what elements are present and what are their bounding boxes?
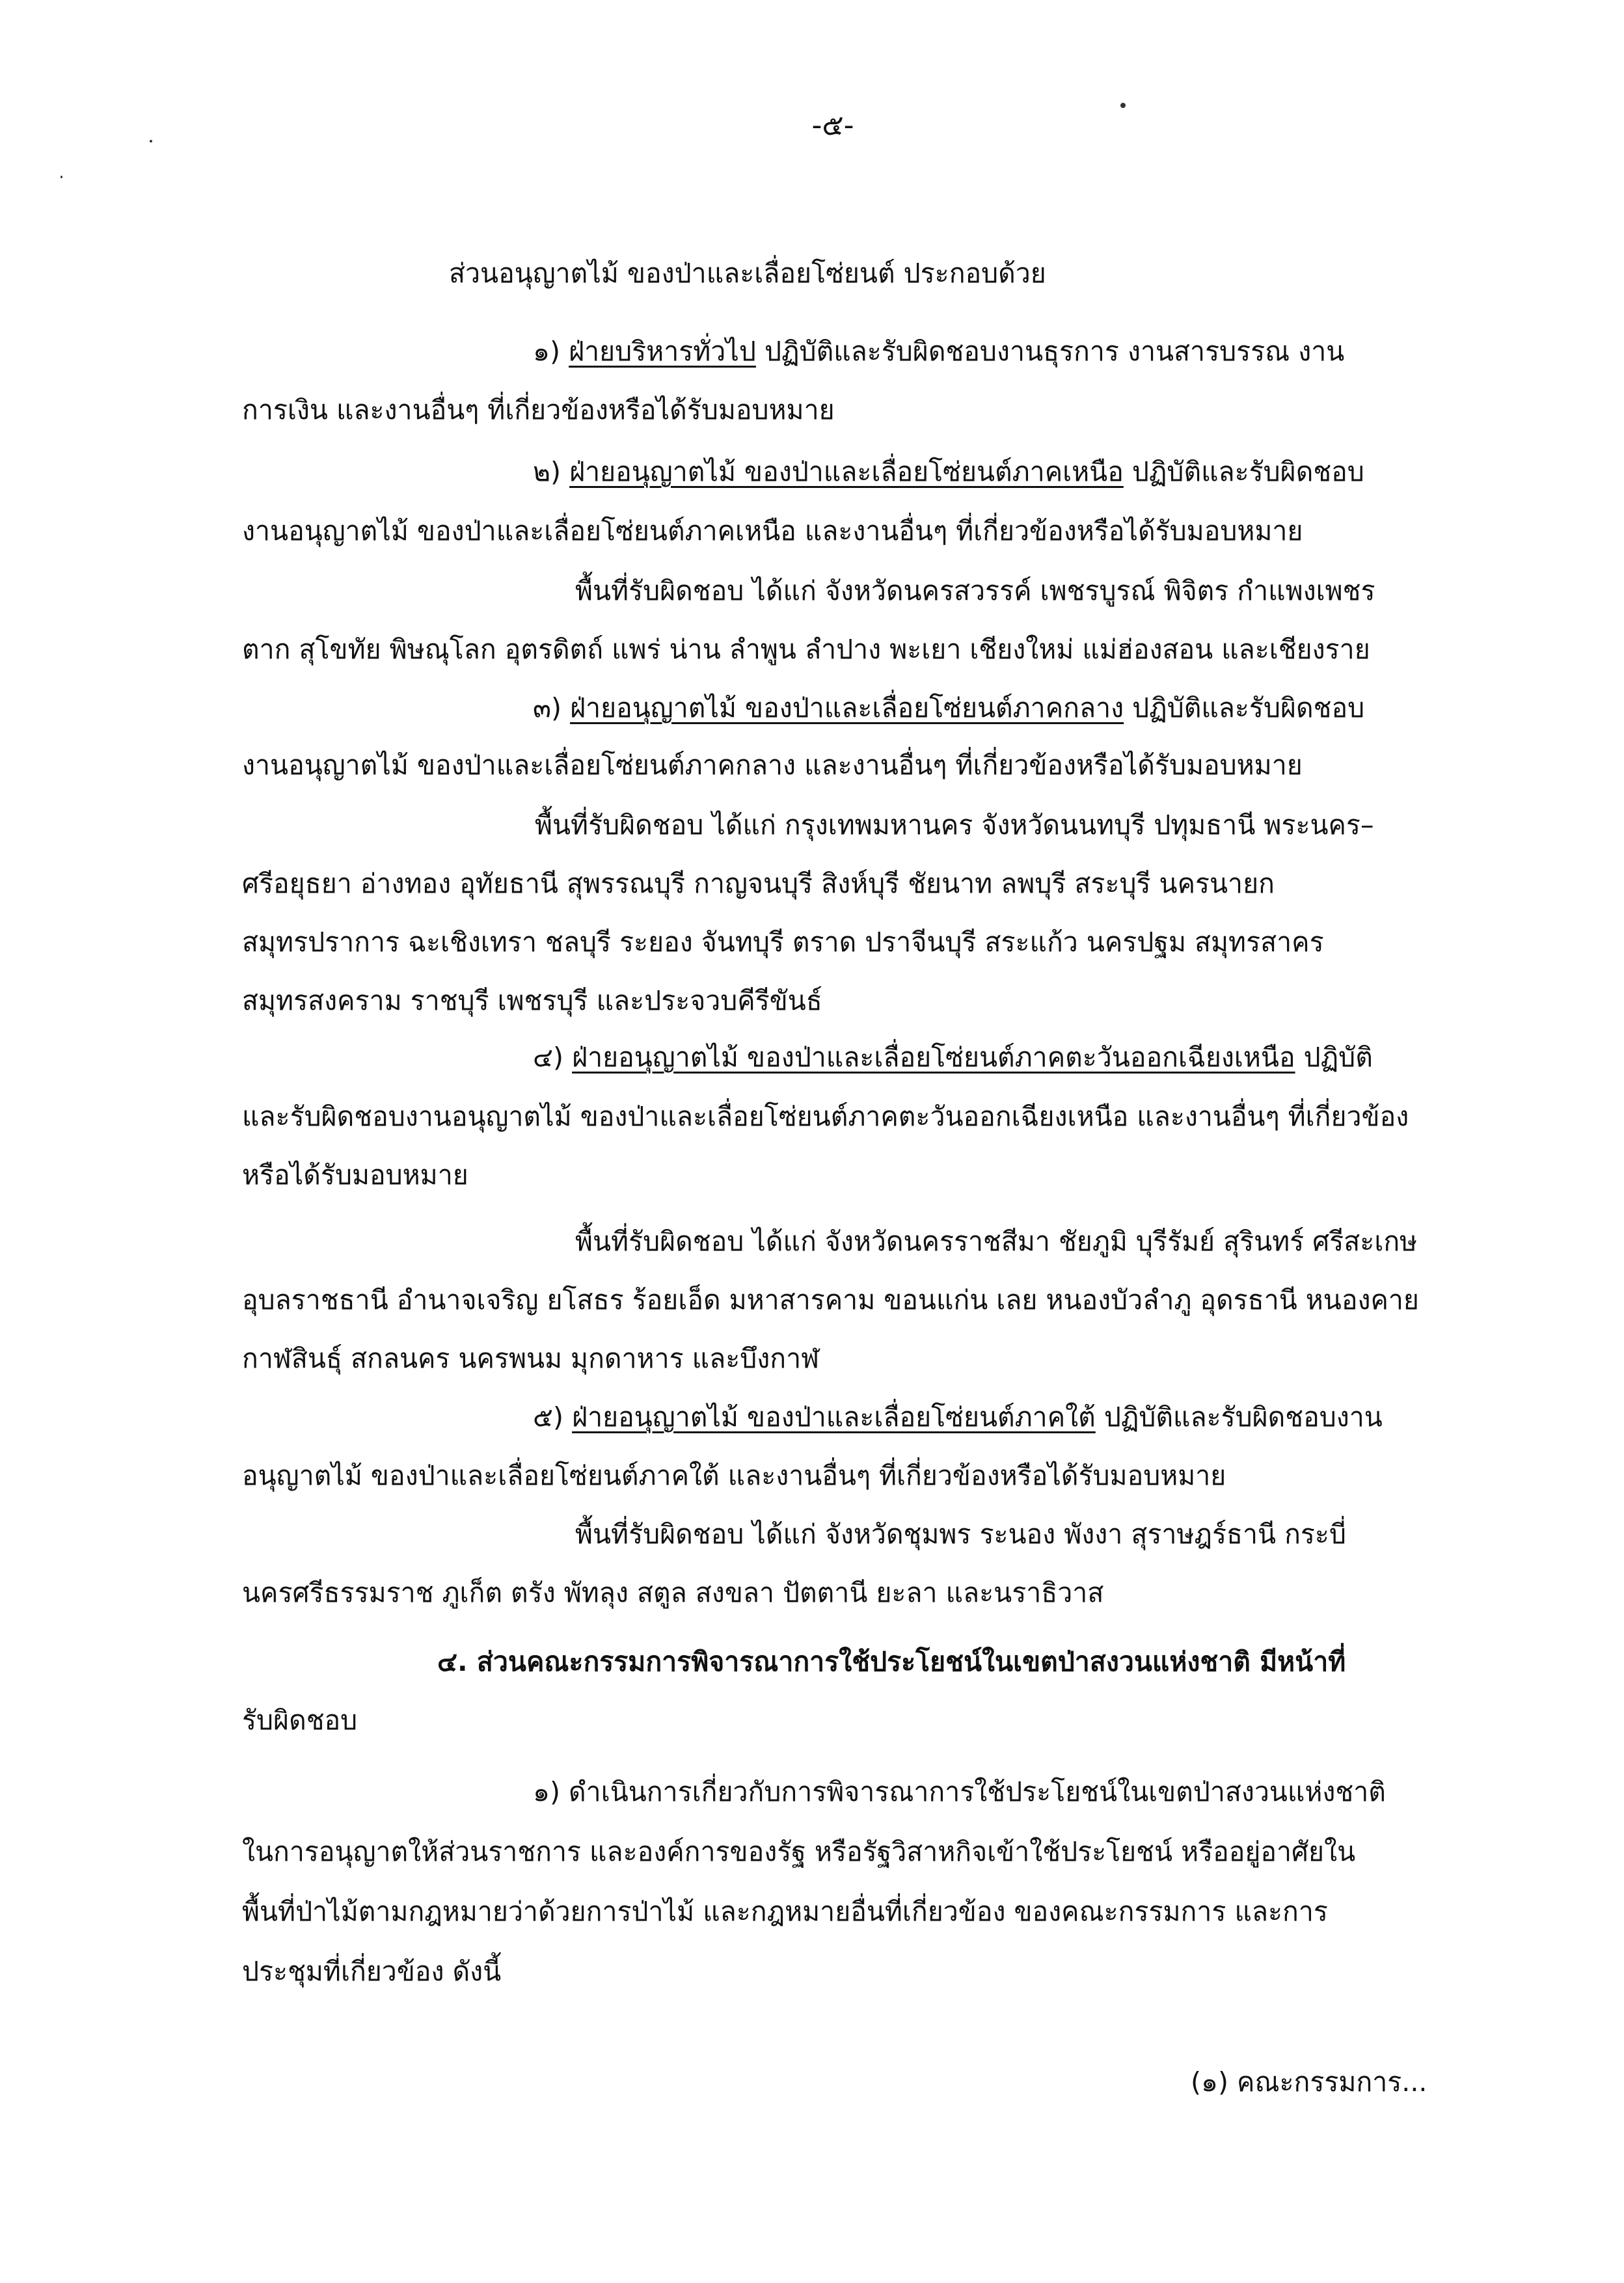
part-4-item-1-line-3: พื้นที่ป่าไม้ตามกฎหมายว่าด้วยการป่าไม้ และกฎหมายอื่นที่เกี่ยวข้อง ของคณะกรรมการ และการ: [242, 1896, 1328, 1927]
section-3-area-line-2: ศรีอยุธยา อ่างทอง อุทัยธานี สุพรรณบุรี กาญจนบุรี สิงห์บุรี ชัยนาท ลพบุรี สระบุรี นครนายก: [242, 868, 1275, 899]
part-4-heading-line-2: รับผิดชอบ: [242, 1705, 358, 1736]
section-3-text: ปฏิบัติและรับผิดชอบ: [1124, 692, 1365, 723]
section-3-area-line-4: สมุทรสงคราม ราชบุรี เพชรบุรี และประจวบคีรีขันธ์: [242, 985, 822, 1016]
page-number: -๕-: [811, 109, 854, 142]
section-5-area-line-1: พื้นที่รับผิดชอบ ได้แก่ จังหวัดชุมพร ระนอง พังงา สุราษฎร์ธานี กระบี่: [575, 1519, 1346, 1550]
section-1-text: ปฏิบัติและรับผิดชอบงานธุรการ งานสารบรรณ งาน: [755, 336, 1345, 367]
section-2-line-1: [533, 453, 1364, 490]
section-2-area-line-2: ตาก สุโขทัย พิษณุโลก อุตรดิตถ์ แพร่ น่าน ลำพูน ลำปาง พะเยา เชียงใหม่ แม่ฮ่องสอน และเชียงราย: [242, 634, 1370, 665]
section-4-area-line-3: กาฬสินธุ์ สกลนคร นครพนม มุกดาหาร และบึงกาฬ: [242, 1343, 820, 1374]
section-5-area-line-2: นครศรีธรรมราช ภูเก็ต ตรัง พัทลุง สตูล สงขลา ปัตตานี ยะลา และนราธิวาส: [242, 1577, 1104, 1608]
section-2-area-line-1: พื้นที่รับผิดชอบ ได้แก่ จังหวัดนครสวรรค์ เพชรบูรณ์ พิจิตร กำแพงเพชร: [575, 575, 1375, 606]
scan-speck: [150, 140, 152, 142]
section-3-area-line-1: พื้นที่รับผิดชอบ ได้แก่ กรุงเทพมหานคร จังหวัดนนทบุรี ปทุมธานี พระนคร–: [535, 809, 1374, 841]
section-4-line-3: หรือได้รับมอบหมาย: [242, 1159, 468, 1191]
section-1-title: ฝ่ายบริหารทั่วไป: [569, 336, 756, 367]
section-5-line-2: อนุญาตไม้ ของป่าและเลื่อยโซ่ยนต์ภาคใต้ และงานอื่นๆ ที่เกี่ยวข้องหรือได้รับมอบหมาย: [242, 1460, 1226, 1491]
section-1-line-2: การเงิน และงานอื่นๆ ที่เกี่ยวข้องหรือได้รับมอบหมาย: [242, 394, 835, 426]
section-heading: ส่วนอนุญาตไม้ ของป่าและเลื่อยโซ่ยนต์ ประกอบด้วย: [449, 258, 1046, 289]
part-4-item-1-line-4: ประชุมที่เกี่ยวข้อง ดังนี้: [242, 1956, 502, 1987]
section-4-area-line-2: อุบลราชธานี อำนาจเจริญ ยโสธร ร้อยเอ็ด มหาสารคาม ขอนแก่น เลย หนองบัวลำภู อุดรธานี หนองคาย: [242, 1284, 1419, 1316]
scan-speck: [1120, 103, 1126, 108]
section-4-area-line-1: พื้นที่รับผิดชอบ ได้แก่ จังหวัดนครราชสีมา ชัยภูมิ บุรีรัมย์ สุรินทร์ ศรีสะเกษ: [575, 1226, 1418, 1257]
section-2-title: ฝ่ายอนุญาตไม้ ของป่าและเลื่อยโซ่ยนต์ภาคเหนือ: [569, 456, 1124, 487]
section-3-title: ฝ่ายอนุญาตไม้ ของป่าและเลื่อยโซ่ยนต์ภาคกลาง: [570, 692, 1124, 723]
section-1-number: ๑): [533, 336, 569, 367]
section-5-text: ปฏิบัติและรับผิดชอบงาน: [1095, 1401, 1383, 1433]
part-4-heading: ๔. ส่วนคณะกรรมการพิจารณาการใช้ประโยชน์ในเขตป่าสงวนแห่งชาติ: [437, 1646, 1251, 1677]
part-4-item-1-line-2: ในการอนุญาตให้ส่วนราชการ และองค์การของรัฐ หรือรัฐวิสาหกิจเข้าใช้ประโยชน์ หรืออยู่อาศัยใน: [242, 1836, 1356, 1867]
section-3-area-line-3: สมุทรปราการ ฉะเชิงเทรา ชลบุรี ระยอง จันทบุรี ตราด ปราจีนบุรี สระแก้ว นครปฐม สมุทรสาคร: [242, 926, 1324, 958]
section-5-line-1: [533, 1399, 1383, 1435]
section-4-line-2: และรับผิดชอบงานอนุญาตไม้ ของป่าและเลื่อยโซ่ยนต์ภาคตะวันออกเฉียงเหนือ และงานอื่นๆ ที่เกี่ยวข้อง: [242, 1101, 1409, 1132]
section-4-line-1: [533, 1039, 1373, 1075]
section-5-title: ฝ่ายอนุญาตไม้ ของป่าและเลื่อยโซ่ยนต์ภาคใต้: [572, 1401, 1096, 1433]
scan-speck: [61, 176, 62, 178]
part-4-item-1-line-1: ๑) ดำเนินการเกี่ยวกับการพิจารณาการใช้ประโยชน์ในเขตป่าสงวนแห่งชาติ: [533, 1776, 1386, 1807]
section-4-text: ปฏิบัติ: [1295, 1042, 1373, 1073]
section-5-number: ๕): [533, 1401, 573, 1433]
footer-continuation: (๑) คณะกรรมการ...: [1191, 2066, 1428, 2098]
section-3-number: ๓): [533, 692, 571, 723]
part-4-heading-line-1: [437, 1643, 1346, 1680]
section-4-title: ฝ่ายอนุญาตไม้ ของป่าและเลื่อยโซ่ยนต์ภาคตะวันออกเฉียงเหนือ: [572, 1042, 1295, 1073]
section-2-number: ๒): [533, 456, 570, 487]
part-4-heading-tail: มีหน้าที่: [1250, 1646, 1346, 1677]
section-2-line-2: งานอนุญาตไม้ ของป่าและเลื่อยโซ่ยนต์ภาคเหนือ และงานอื่นๆ ที่เกี่ยวข้องหรือได้รับมอบหมาย: [242, 515, 1303, 547]
section-1-line-1: [533, 333, 1344, 370]
section-4-number: ๔): [533, 1042, 573, 1073]
section-3-line-1: [533, 690, 1364, 726]
section-2-text: ปฏิบัติและรับผิดชอบ: [1123, 456, 1364, 487]
section-3-line-2: งานอนุญาตไม้ ของป่าและเลื่อยโซ่ยนต์ภาคกลาง และงานอื่นๆ ที่เกี่ยวข้องหรือได้รับมอบหมาย: [242, 750, 1303, 781]
